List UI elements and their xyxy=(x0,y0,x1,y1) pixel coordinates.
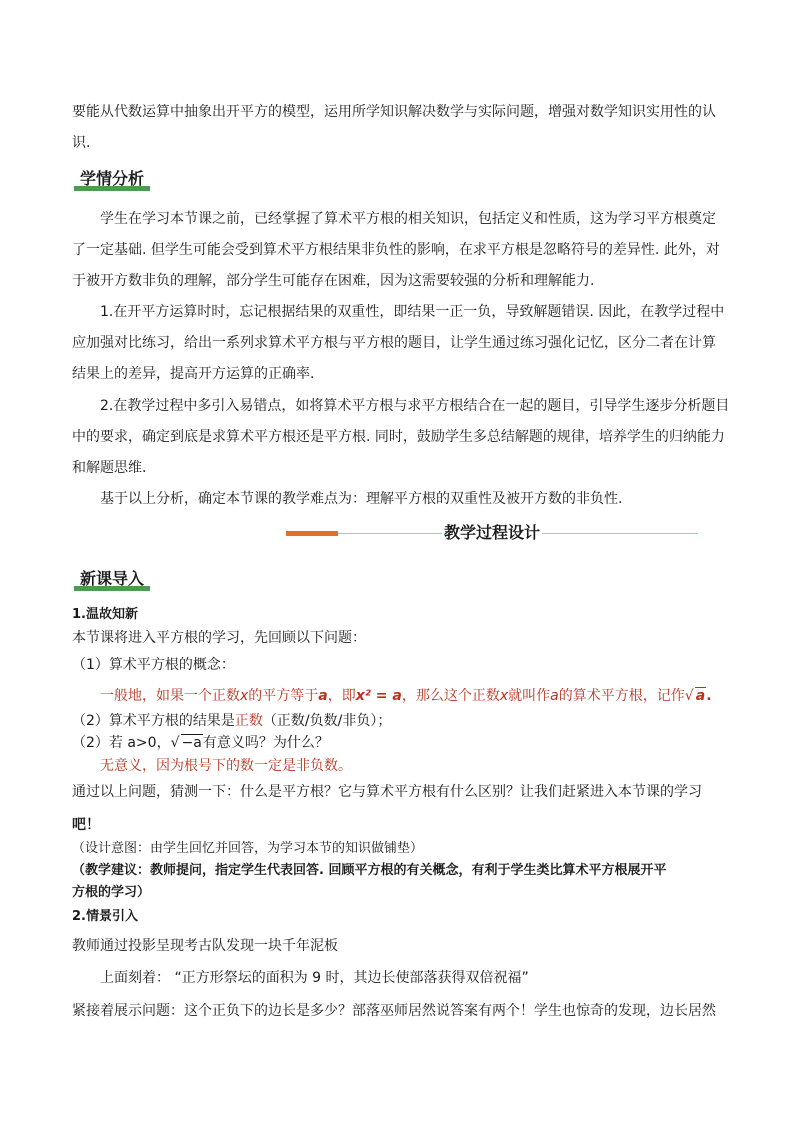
advice-line-1: （教学建议：教师提问，指定学生代表回答. 回顾平方根的有关概念，有利于学生类比算术平方根展开平 xyxy=(72,863,667,878)
advice-line-2: 方根的学习） xyxy=(72,885,151,900)
question-3: （2）若 a>0， √ −a有意义吗？为什么？ xyxy=(72,735,329,751)
heading-xueqing xyxy=(80,166,144,189)
answer-1: 一般地，如果一个正数x的平方等于a，即x² = a，那么这个正数x就叫作a的算术平方根，记作 √ a. xyxy=(100,688,712,704)
sqrt-a: √ a xyxy=(684,688,706,704)
scene-line-3: 紧接着展示问题：这个正负下的边长是多少？部落巫师居然说答案有两个！学生也惊奇的发现，边长居然 xyxy=(72,1003,716,1019)
para1-line-2: 了一定基础. 但学生可能会受到算术平方根结果非负性的影响，在求平方根是忽略符号的差异性. 此外，对 xyxy=(72,242,720,258)
question-1: （1）算术平方根的概念： xyxy=(72,657,235,673)
intro-line-2: 识. xyxy=(72,135,91,151)
para3-line-1: 2.在教学过程中多引入易错点，如将算术平方根与求平方根结合在一起的题目，引导学生逐步分析题目 xyxy=(100,398,730,414)
heading-xueqing-text: 学情分析 xyxy=(80,169,145,188)
design-intent: （设计意图：由学生回忆并回答，为学习本节的知识做铺垫） xyxy=(72,841,424,856)
para1-line-1: 学生在学习本节课之前，已经掌握了算术平方根的相关知识，包括定义和性质，这为学习平方根奠定 xyxy=(100,211,716,227)
recall-intro: 本节课将进入平方根的学习，先回顾以下问题： xyxy=(72,630,366,646)
heading-xinke xyxy=(80,566,144,589)
para3-line-3: 和解题思维. xyxy=(72,460,147,476)
subheading-qingjing: 2.情景引入 xyxy=(72,909,138,924)
scene-line-1: 教师通过投影呈现考古队发现一块千年泥板 xyxy=(72,938,338,954)
guess-line-2: 吧！ xyxy=(72,817,100,833)
para1-line-3: 于被开方数非负的理解，部分学生可能存在困难，因为这需要较强的分析和理解能力. xyxy=(72,273,595,289)
para2-line-3: 结果上的差异，提高开方运算的正确率. xyxy=(72,366,315,382)
heading-xinke-text: 新课导入 xyxy=(80,569,145,588)
para2-line-2: 应加强对比练习，给出一系列求算术平方根与平方根的题目，让学生通过练习强化记忆，区分二者在计算 xyxy=(72,335,716,351)
guess-line-1: 通过以上问题，猜测一下：什么是平方根？它与算术平方根有什么区别？让我们赶紧进入本节课的学习 xyxy=(72,784,702,800)
section-divider xyxy=(286,523,698,543)
para4-line: 基于以上分析，确定本节课的教学难点为：理解平方根的双重性及被开方数的非负性. xyxy=(100,491,623,507)
subheading-wengu: 1.温故知新 xyxy=(72,607,138,622)
question-2: （2）算术平方根的结果是正数（正数/负数/非负）； xyxy=(72,713,392,729)
para3-line-2: 中的要求，确定到底是求算术平方根还是平方根. 同时，鼓励学生多总结解题的规律，培养学生的归纳能力 xyxy=(72,429,725,445)
scene-line-2: 上面刻着： “正方形祭坛的面积为 9 时，其边长使部落获得双倍祝福” xyxy=(100,970,529,986)
divider-title: 教学过程设计 xyxy=(443,523,540,542)
para2-line-1: 1.在开平方运算时时，忘记根据结果的双重性，即结果一正一负，导致解题错误. 因此，在教学过程中 xyxy=(100,304,725,320)
answer-3: 无意义，因为根号下的数一定是非负数。 xyxy=(100,758,352,774)
intro-line-1: 要能从代数运算中抽象出开平方的模型，运用所学知识解决数学与实际问题，增强对数学知识实用性的认 xyxy=(72,104,716,120)
sqrt-neg-a: √ −a xyxy=(170,735,202,751)
